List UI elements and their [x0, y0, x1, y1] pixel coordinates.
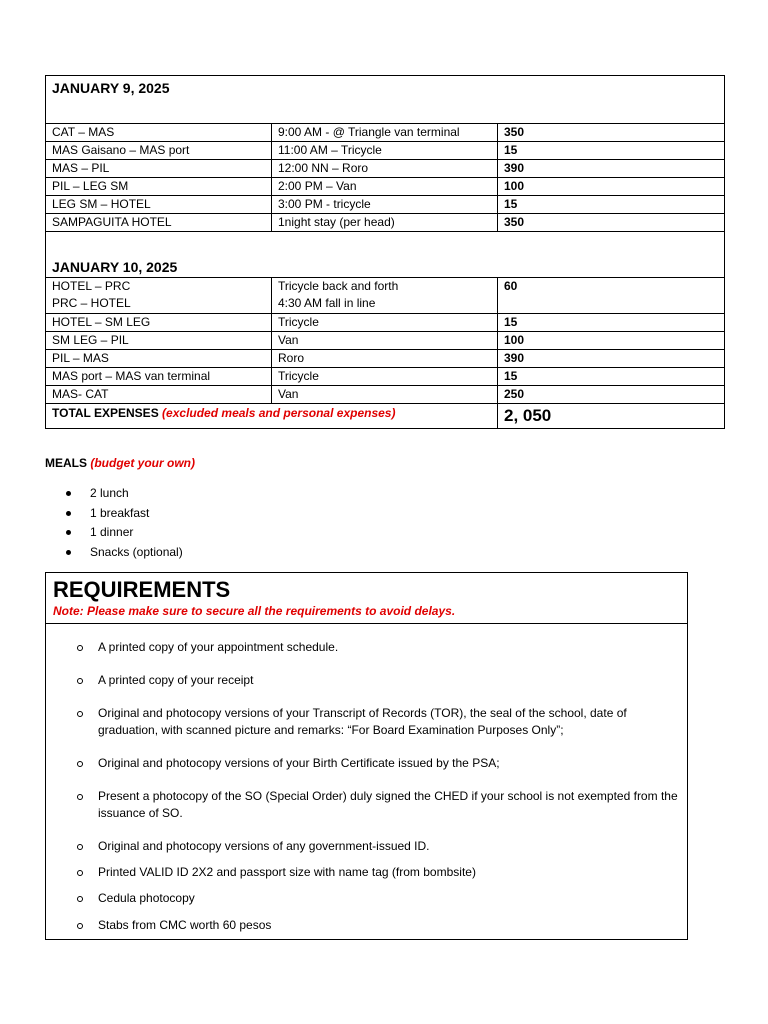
- detail-cell: 2:00 PM – Van: [272, 178, 498, 196]
- amount-cell: 350: [498, 214, 725, 232]
- route-cell: MAS- CAT: [46, 386, 272, 404]
- list-item: [66, 523, 183, 543]
- detail-cell: 1night stay (per head): [272, 214, 498, 232]
- amount-cell: 100: [498, 332, 725, 350]
- day-date: JANUARY 10, 2025: [46, 232, 725, 278]
- detail-cell: [272, 278, 498, 314]
- circle-bullet-icon: [77, 711, 83, 717]
- route-cell: MAS Gaisano – MAS port: [46, 142, 272, 160]
- requirement-text: Stabs from CMC worth 60 pesos: [98, 918, 272, 932]
- amount-cell: 15: [498, 142, 725, 160]
- list-item: [98, 755, 683, 772]
- list-item: [98, 788, 683, 821]
- amount-cell: 60: [498, 278, 725, 314]
- amount-cell: 15: [498, 368, 725, 386]
- requirement-text: Original and photocopy versions of your Birth Certificate issued by the PSA;: [98, 756, 500, 770]
- amount-cell: 350: [498, 124, 725, 142]
- meal-item: 1 dinner: [90, 525, 134, 540]
- requirements-title: REQUIREMENTS: [53, 577, 231, 602]
- route-cell: CAT – MAS: [46, 124, 272, 142]
- table-row: [46, 142, 725, 160]
- total-note: (excluded meals and personal expenses): [162, 406, 396, 420]
- total-label: TOTAL EXPENSES: [52, 406, 159, 420]
- route-cell: SM LEG – PIL: [46, 332, 272, 350]
- detail-cell: Tricycle: [272, 368, 498, 386]
- requirements-header: [46, 573, 687, 624]
- route-line: PRC – HOTEL: [52, 296, 131, 310]
- route-cell: [46, 278, 272, 314]
- route-cell: HOTEL – SM LEG: [46, 314, 272, 332]
- total-label-cell: [46, 404, 498, 429]
- meal-item: 2 lunch: [90, 486, 129, 500]
- amount-cell: 100: [498, 178, 725, 196]
- table-row: [46, 196, 725, 214]
- circle-bullet-icon: [77, 923, 83, 929]
- amount-cell: 15: [498, 314, 725, 332]
- list-item: [98, 672, 683, 689]
- route-cell: PIL – MAS: [46, 350, 272, 368]
- route-cell: LEG SM – HOTEL: [46, 196, 272, 214]
- detail-cell: 11:00 AM – Tricycle: [272, 142, 498, 160]
- requirements-box: [45, 572, 688, 940]
- requirements-note: Note: Please make sure to secure all the requirements to avoid delays.: [53, 604, 456, 618]
- detail-line: Tricycle back and forth: [278, 279, 399, 293]
- list-item: [66, 484, 183, 504]
- route-line: HOTEL – PRC: [52, 279, 131, 293]
- table-row: [46, 314, 725, 332]
- requirement-text: A printed copy of your appointment schedule.: [98, 640, 339, 654]
- meal-list: [66, 484, 183, 563]
- circle-bullet-icon: [77, 645, 83, 651]
- list-item: [66, 543, 183, 563]
- meal-item: 1 breakfast: [90, 505, 150, 520]
- table-row: [46, 178, 725, 196]
- bullet-icon: [66, 550, 71, 555]
- bullet-icon: [66, 491, 71, 496]
- amount-cell: 250: [498, 386, 725, 404]
- list-item: [98, 864, 683, 881]
- requirement-text: Original and photocopy versions of your Transcript of Records (TOR), the seal of the school, date of graduation, with scanned picture and remarks: “For Board Examination Purposes Only”;: [98, 706, 627, 737]
- detail-cell: 12:00 NN – Roro: [272, 160, 498, 178]
- circle-bullet-icon: [77, 794, 83, 800]
- detail-cell: Roro: [272, 350, 498, 368]
- meals-heading: [45, 456, 195, 470]
- route-cell: MAS – PIL: [46, 160, 272, 178]
- meals-label: MEALS: [45, 456, 87, 470]
- itinerary-table: [45, 75, 725, 429]
- detail-cell: Van: [272, 332, 498, 350]
- meals-note: (budget your own): [90, 456, 195, 470]
- requirement-text: Original and photocopy versions of any government-issued ID.: [98, 839, 430, 853]
- total-row: [46, 404, 725, 429]
- bullet-icon: [66, 511, 71, 516]
- requirement-text: A printed copy of your receipt: [98, 673, 254, 687]
- circle-bullet-icon: [77, 844, 83, 850]
- detail-cell: 3:00 PM - tricycle: [272, 196, 498, 214]
- circle-bullet-icon: [77, 678, 83, 684]
- detail-cell: 9:00 AM - @ Triangle van terminal: [272, 124, 498, 142]
- bullet-icon: [66, 530, 71, 535]
- detail-line: 4:30 AM fall in line: [278, 296, 376, 310]
- table-row: [46, 350, 725, 368]
- requirement-text: Cedula photocopy: [98, 891, 195, 905]
- day-header-row: [46, 232, 725, 278]
- total-amount: 2, 050: [498, 404, 725, 429]
- list-item: [98, 838, 683, 855]
- route-cell: PIL – LEG SM: [46, 178, 272, 196]
- requirement-text: Present a photocopy of the SO (Special Order) duly signed the CHED if your school is not exempted from the issuance of SO.: [98, 789, 678, 820]
- list-item: [98, 705, 683, 738]
- table-row: [46, 332, 725, 350]
- table-row: [46, 386, 725, 404]
- list-item: [98, 639, 683, 656]
- table-row: [46, 214, 725, 232]
- table-row: [46, 124, 725, 142]
- list-item: [66, 504, 183, 524]
- amount-cell: 390: [498, 350, 725, 368]
- circle-bullet-icon: [77, 761, 83, 767]
- circle-bullet-icon: [77, 870, 83, 876]
- requirement-text: Printed VALID ID 2X2 and passport size with name tag (from bombsite): [98, 865, 476, 879]
- table-row: [46, 368, 725, 386]
- detail-cell: Tricycle: [272, 314, 498, 332]
- table-row: [46, 278, 725, 314]
- route-cell: SAMPAGUITA HOTEL: [46, 214, 272, 232]
- amount-cell: 390: [498, 160, 725, 178]
- route-cell: MAS port – MAS van terminal: [46, 368, 272, 386]
- circle-bullet-icon: [77, 896, 83, 902]
- list-item: [98, 917, 683, 934]
- amount-cell: 15: [498, 196, 725, 214]
- table-row: [46, 160, 725, 178]
- list-item: [98, 890, 683, 907]
- day-header-row: [46, 76, 725, 124]
- meal-item: Snacks (optional): [90, 545, 183, 560]
- detail-cell: Van: [272, 386, 498, 404]
- day-date: JANUARY 9, 2025: [46, 76, 725, 124]
